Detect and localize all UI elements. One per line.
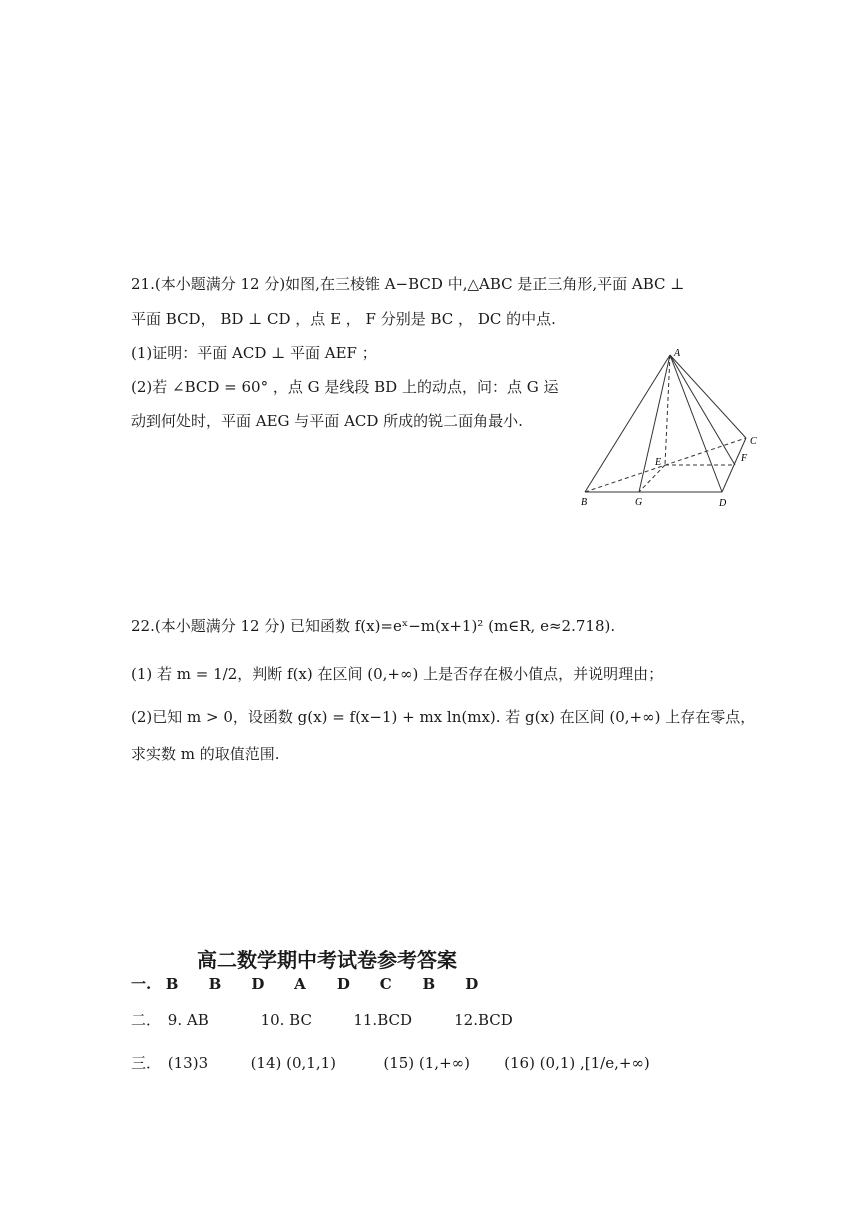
answer-2: B <box>208 975 222 993</box>
answers-row-multi <box>131 1009 513 1030</box>
answers-row-mc <box>131 973 503 994</box>
label-F: F <box>741 453 748 464</box>
answers-title: 高二数学期中考试卷参考答案 <box>197 948 457 972</box>
answer-11: 11.BCD <box>353 1011 413 1029</box>
answer-9: 9. AB <box>167 1011 209 1029</box>
tetrahedron-figure <box>575 345 765 515</box>
q21-part2-line1: (2)若 ∠BCD = 60° ，点 G 是线段 BD 上的动点，问：点 G 运 <box>131 378 559 396</box>
answers-row1-prefix: 一. <box>131 975 152 993</box>
q22-part2-line2: 求实数 m 的取值范围. <box>131 745 280 763</box>
answer-1: B <box>165 975 179 993</box>
edge-AB <box>585 355 670 492</box>
edge-DC <box>722 438 746 492</box>
label-B: B <box>581 497 588 508</box>
label-E: E <box>655 457 662 468</box>
edge-AC <box>670 355 746 438</box>
answer-5: D <box>336 975 350 993</box>
edge-AF <box>670 355 735 465</box>
edge-AD <box>670 355 722 492</box>
label-D: D <box>719 498 727 509</box>
q22-line1: 22.(本小题满分 12 分) 已知函数 f(x)=eˣ−m(x+1)² (m∈R, e≈2.718). <box>131 617 616 635</box>
q22-part1: (1) 若 m = 1/2，判断 f(x) 在区间 (0,+∞) 上是否存在极小值点，并说明理由； <box>131 665 664 683</box>
label-C: C <box>750 436 757 447</box>
answers-row-fill <box>131 1052 650 1073</box>
answer-14: (14) (0,1,1) <box>250 1054 336 1072</box>
answer-6: C <box>379 975 392 993</box>
edge-AG <box>639 355 670 492</box>
q21-part1: (1)证明：平面 ACD ⊥ 平面 AEF ； <box>131 344 377 362</box>
label-G: G <box>635 497 643 508</box>
answer-8: D <box>465 975 479 993</box>
q21-line1: 21.(本小题满分 12 分)如图,在三棱锥 A−BCD 中,△ABC 是正三角形,平面 ABC ⊥ <box>131 275 685 293</box>
edge-AE <box>665 355 670 465</box>
q22-part2: (2)已知 m > 0，设函数 g(x) = f(x−1) + mx ln(mx). 若 g(x) 在区间 (0,+∞) 上存在零点， <box>131 708 756 726</box>
answer-10: 10. BC <box>260 1011 312 1029</box>
answer-4: A <box>294 975 306 993</box>
answer-3: D <box>251 975 265 993</box>
answer-13: (13)3 <box>167 1054 209 1072</box>
label-A: A <box>674 348 681 359</box>
answers-row3-prefix: 三． <box>131 1054 162 1072</box>
answers-row2-prefix: 二． <box>131 1011 162 1029</box>
answer-15: (15) (1,+∞) <box>383 1054 470 1072</box>
q21-part2-line2: 动到何处时，平面 AEG 与平面 ACD 所成的锐二面角最小. <box>131 412 523 430</box>
answer-7: B <box>422 975 436 993</box>
answer-12: 12.BCD <box>454 1011 513 1029</box>
answer-16: (16) (0,1) ,[1/e,+∞) <box>504 1054 650 1072</box>
q21-line2: 平面 BCD， BD ⊥ CD ，点 E ， F 分别是 BC ， DC 的中点. <box>131 310 556 328</box>
